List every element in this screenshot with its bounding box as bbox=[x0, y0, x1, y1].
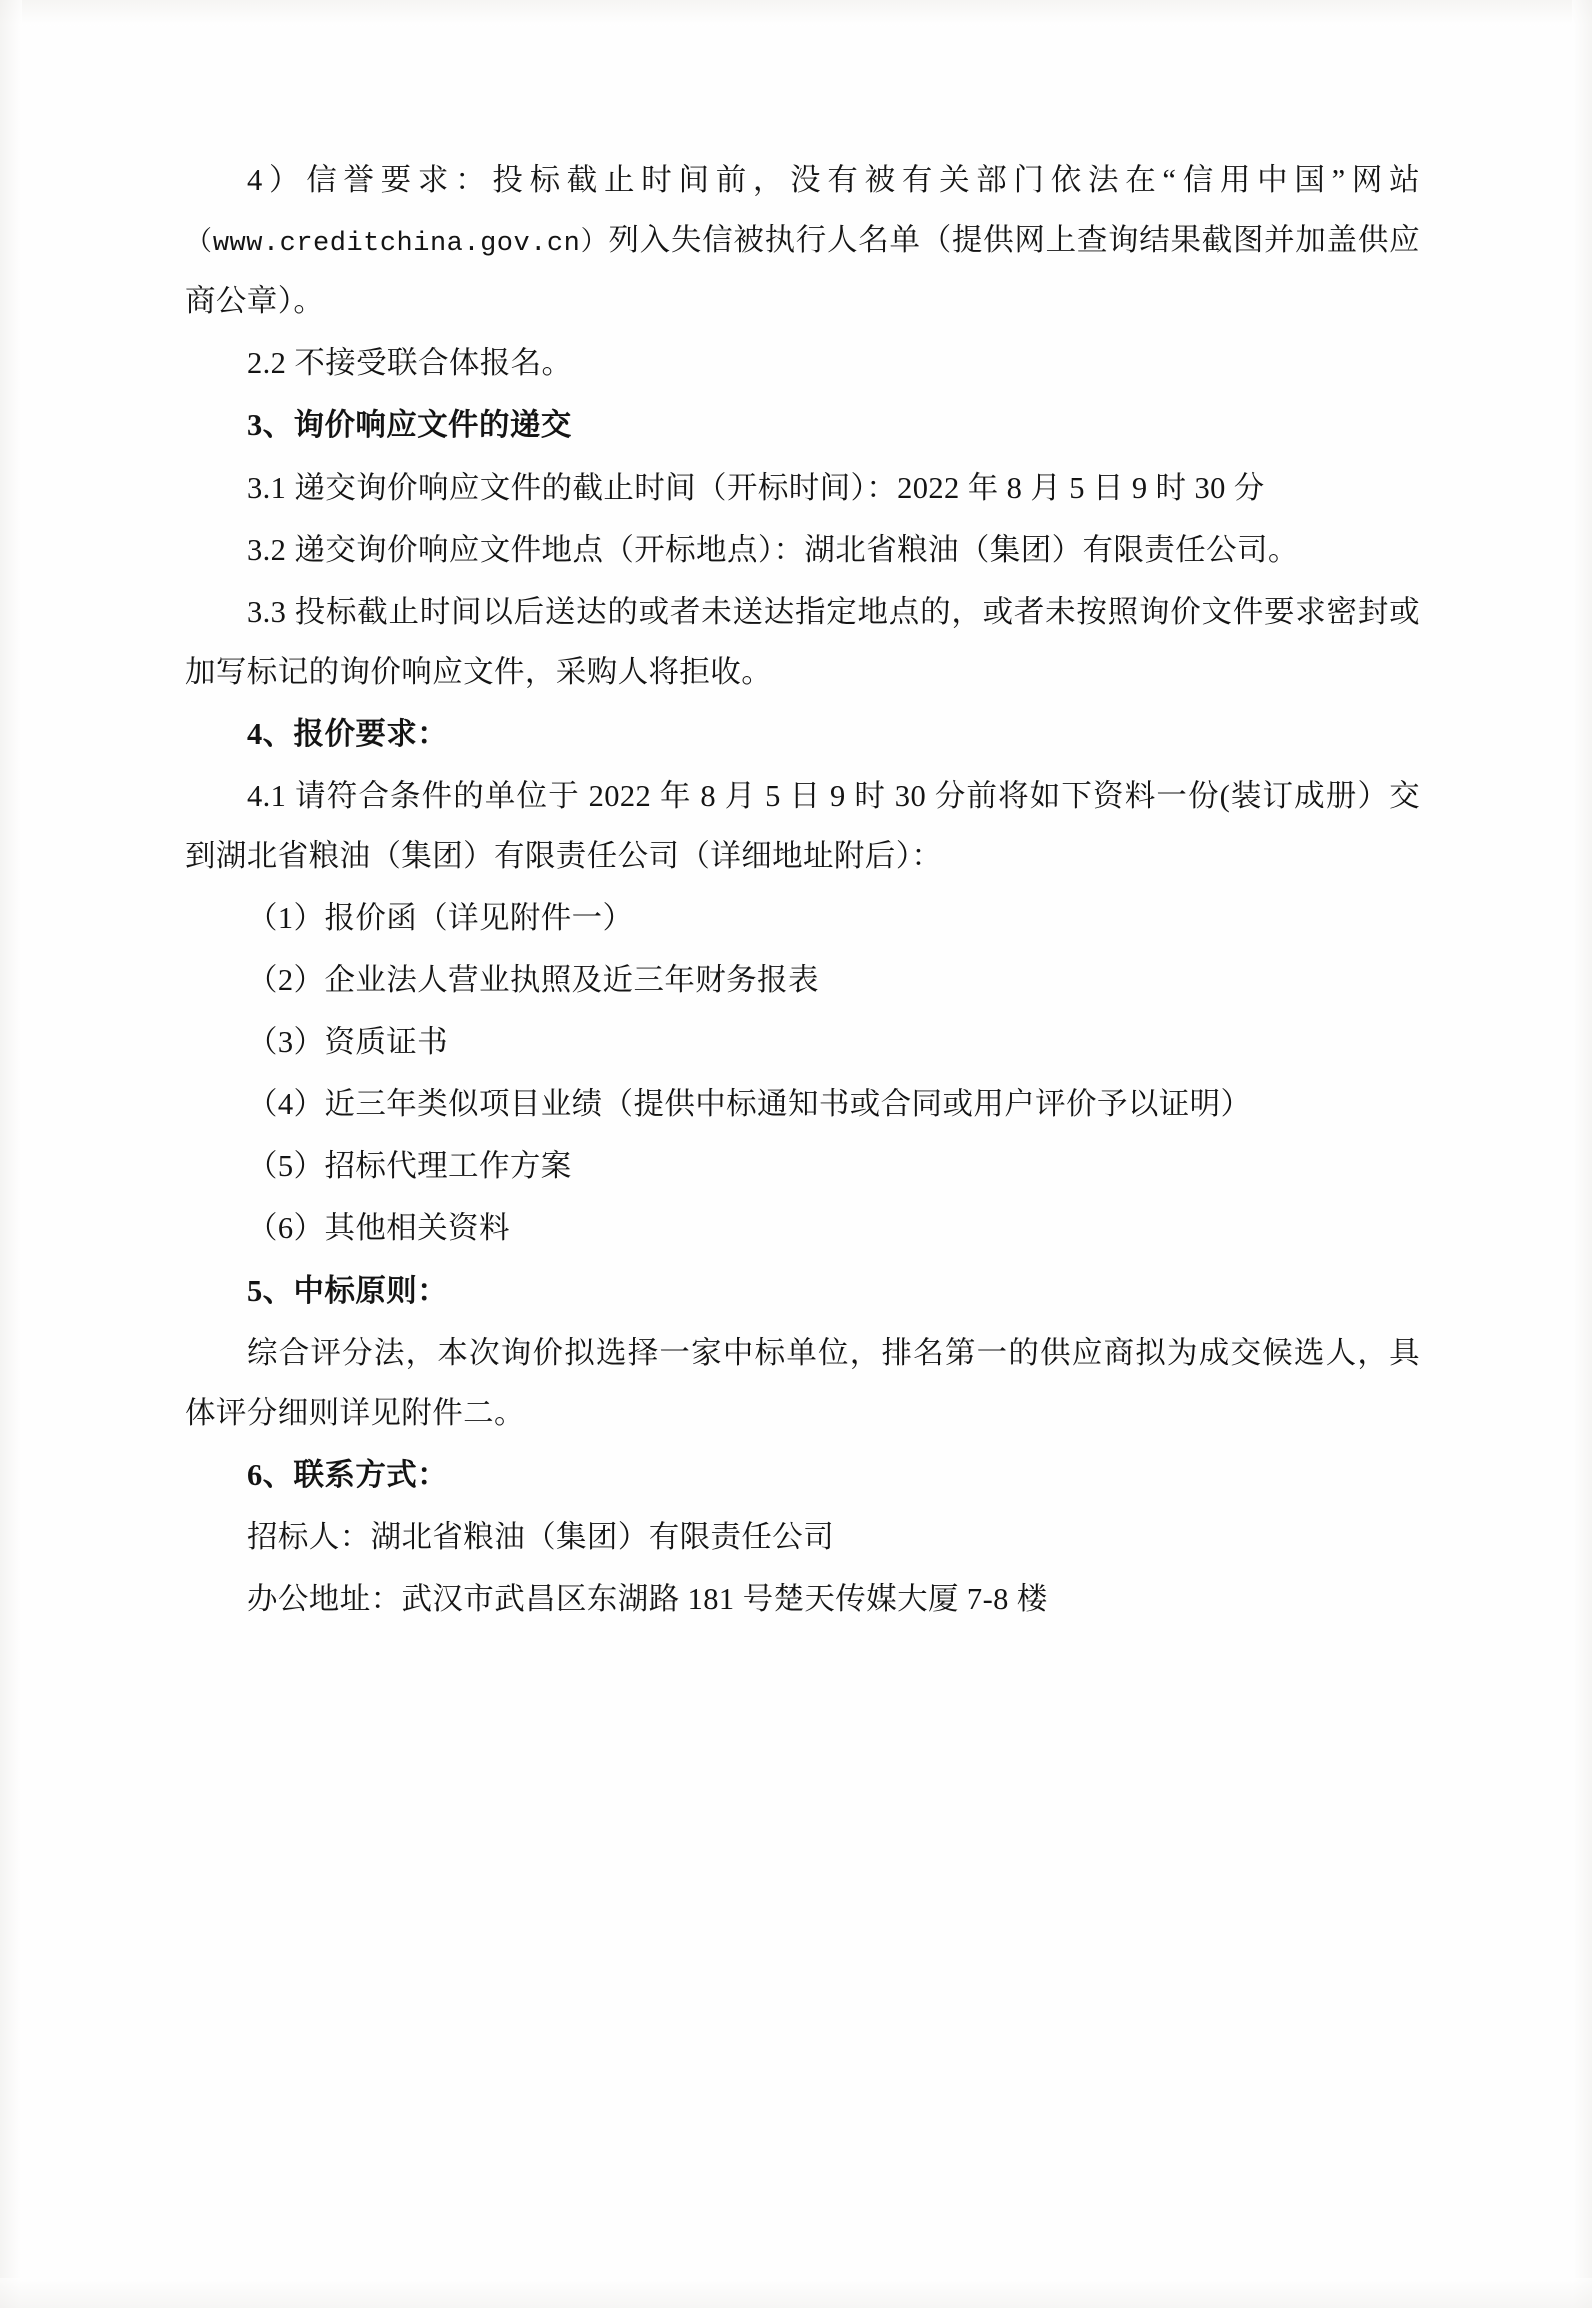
document-body bbox=[185, 150, 1420, 1631]
paragraph-credit-requirement-run-0: 4）信誉要求：投标截止时间前，没有被有关部门依法在“信用中国”网站 bbox=[247, 163, 1420, 197]
paragraph-late-rejection bbox=[185, 582, 1420, 702]
page-edge-right bbox=[1572, 0, 1592, 2308]
paragraph-award-detail bbox=[185, 1323, 1420, 1443]
paragraph-item-6 bbox=[185, 1198, 1420, 1258]
page-edge-left bbox=[0, 0, 22, 2308]
paragraph-credit-requirement bbox=[185, 150, 1420, 331]
paragraph-submission-deadline-run-0: 3.1 递交询价响应文件的截止时间（开标时间）：2022 年 8 月 5 日 9 时 30 分 bbox=[247, 470, 1265, 505]
paragraph-quotation-detail bbox=[185, 766, 1420, 886]
paragraph-contact-tenderer bbox=[185, 1507, 1420, 1567]
paragraph-item-5-run-0: （5）招标代理工作方案 bbox=[247, 1149, 572, 1184]
paragraph-item-4-run-0: （4）近三年类似项目业绩（提供中标通知书或合同或用户评价予以证明） bbox=[247, 1087, 1252, 1122]
paragraph-credit-requirement-run-2: 列入失信被执行人名单（提供网上查询结果截图并加盖供应商公章）。 bbox=[185, 223, 1420, 319]
paragraph-heading-quotation-run-0: 4、报价要求： bbox=[247, 716, 449, 751]
paragraph-item-3-run-0: （3）资质证书 bbox=[247, 1025, 449, 1060]
paragraph-heading-submission-run-0: 3、询价响应文件的递交 bbox=[247, 408, 572, 443]
paragraph-no-consortium-run-0: 2.2 不接受联合体报名。 bbox=[247, 346, 573, 381]
paragraph-item-3 bbox=[185, 1012, 1420, 1072]
paragraph-contact-tenderer-run-0: 招标人：湖北省粮油（集团）有限责任公司 bbox=[247, 1519, 835, 1554]
paragraph-award-detail-run-0: 综合评分法，本次询价拟选择一家中标单位，排名第一的供应商拟为成交候选人，具体评分细则详见附件二。 bbox=[185, 1335, 1420, 1430]
paragraph-item-1-run-0: （1）报价函（详见附件一） bbox=[247, 901, 634, 936]
paragraph-item-5 bbox=[185, 1136, 1420, 1196]
paragraph-submission-place-run-0: 3.2 递交询价响应文件地点（开标地点）：湖北省粮油（集团）有限责任公司。 bbox=[247, 532, 1299, 567]
paragraph-contact-address bbox=[185, 1569, 1420, 1629]
paragraph-heading-submission bbox=[185, 395, 1420, 455]
paragraph-contact-address-run-0: 办公地址：武汉市武昌区东湖路 181 号楚天传媒大厦 7-8 楼 bbox=[247, 1581, 1048, 1616]
paragraph-item-1 bbox=[185, 888, 1420, 948]
paragraph-submission-place bbox=[185, 520, 1420, 580]
paragraph-no-consortium bbox=[185, 333, 1420, 393]
paragraph-heading-quotation bbox=[185, 704, 1420, 764]
paragraph-quotation-detail-run-0: 4.1 请符合条件的单位于 2022 年 8 月 5 日 9 时 30 分前将如下资料一份(装订成册）交到湖北省粮油（集团）有限责任公司（详细地址附后）： bbox=[185, 778, 1420, 873]
page-edge-top bbox=[0, 0, 1592, 26]
paragraph-heading-award-run-0: 5、中标原则： bbox=[247, 1273, 449, 1308]
paragraph-item-2 bbox=[185, 950, 1420, 1010]
paragraph-late-rejection-run-0: 3.3 投标截止时间以后送达的或者未送达指定地点的，或者未按照询价文件要求密封或加写标记的询价响应文件，采购人将拒收。 bbox=[185, 594, 1420, 689]
paragraph-item-6-run-0: （6）其他相关资料 bbox=[247, 1211, 510, 1246]
paragraph-item-4 bbox=[185, 1074, 1420, 1134]
paragraph-heading-contact bbox=[185, 1445, 1420, 1505]
paragraph-credit-requirement-run-1: （www.creditchina.gov.cn） bbox=[185, 229, 609, 260]
paragraph-item-2-run-0: （2）企业法人营业执照及近三年财务报表 bbox=[247, 963, 819, 998]
page-edge-bottom bbox=[0, 2278, 1592, 2308]
paragraph-heading-award bbox=[185, 1261, 1420, 1321]
paragraph-heading-contact-run-0: 6、联系方式： bbox=[247, 1457, 449, 1492]
paragraph-submission-deadline bbox=[185, 458, 1420, 518]
